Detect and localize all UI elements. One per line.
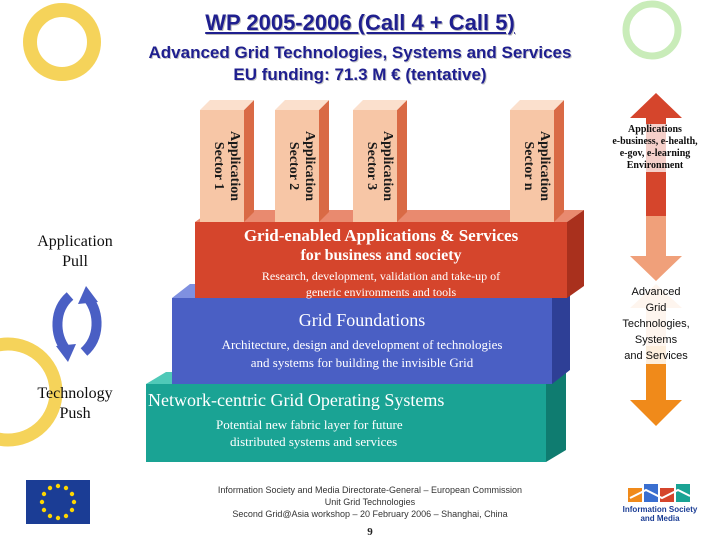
footer-line2: Unit Grid Technologies [324, 497, 416, 507]
eu-flag-logo [26, 480, 90, 524]
network-layer-label [146, 388, 526, 450]
pillar-sector-2-line2: Sector 2 [286, 141, 301, 191]
advanced-grid-line2: Grid [645, 302, 667, 314]
page-number: 9 [367, 526, 373, 538]
applications-desc-line1: Research, development, validation and take-up of [261, 269, 501, 283]
pillar-sector-2 [275, 110, 319, 222]
subtitle-line-1: Advanced Grid Technologies, Systems and Services [148, 43, 572, 62]
technology-push-label [10, 384, 140, 424]
pillar-sector-n-line1: Application [537, 130, 552, 201]
infso-logo-caption [608, 505, 712, 523]
network-desc-line2: distributed systems and services [230, 434, 398, 449]
applications-title-line1: Grid-enabled Applications & Services [243, 226, 519, 245]
pillar-sector-1-line1: Application [227, 130, 242, 201]
network-layer-side [546, 372, 566, 462]
pillar-sector-n-line2: Sector n [521, 141, 536, 191]
advanced-grid-line5: and Services [624, 350, 688, 362]
pillar-sector-1 [200, 110, 244, 222]
applications-title-line2: for business and society [300, 247, 462, 264]
pillar-sector-2-line1: Application [302, 130, 317, 201]
environment-line4: Environment [626, 160, 684, 171]
advanced-grid-line1: Advanced [631, 286, 681, 298]
foundations-layer-label [172, 308, 552, 372]
pillar-sector-3-line1: Application [380, 130, 395, 201]
foundations-desc-line2: and systems for building the invisible Grid [250, 355, 474, 370]
network-desc-line1: Potential new fabric layer for future [216, 417, 403, 432]
environment-line2: e-business, e-health, [612, 136, 698, 147]
application-pull-label [10, 232, 140, 272]
pillar-sector-n [510, 110, 554, 222]
advanced-grid-line3: Technologies, [622, 318, 690, 330]
footer [150, 484, 590, 520]
network-title: Network-centric Grid Operating Systems [148, 390, 445, 410]
advanced-grid-label [596, 284, 716, 364]
applications-environment-label [590, 124, 720, 172]
foundations-title: Grid Foundations [298, 310, 426, 330]
infso-logo-mark [628, 484, 690, 502]
applications-desc-line2: generic environments and tools [305, 285, 457, 299]
applications-layer-label [195, 226, 567, 300]
applications-layer-side [567, 210, 584, 298]
footer-line3: Second Grid@Asia workshop – 20 February 2006 – Shanghai, China [232, 509, 508, 519]
technology-push-line1: Technology [37, 385, 113, 402]
technology-push-line2: Push [59, 405, 91, 422]
foundations-desc-line1: Architecture, design and development of technologies [221, 337, 503, 352]
right-arrow-top [630, 93, 682, 281]
infso-logo-line1: Information Society [622, 505, 698, 514]
application-pull-line2: Pull [62, 253, 88, 270]
pillar-sector-3 [353, 110, 397, 222]
cycle-arrows-icon [56, 286, 98, 362]
infso-logo-line2: and Media [640, 514, 680, 523]
application-pull-line1: Application [37, 233, 113, 250]
footer-line1: Information Society and Media Directorate-General – European Commission [217, 485, 523, 495]
page-title: WP 2005-2006 (Call 4 + Call 5) [205, 10, 515, 35]
environment-line3: e-gov, e-learning [619, 148, 691, 159]
pillar-sector-3-line2: Sector 3 [364, 141, 379, 191]
advanced-grid-line4: Systems [634, 334, 678, 346]
subtitle-line-2: EU funding: 71.3 M € (tentative) [233, 65, 487, 84]
environment-line1: Applications [628, 124, 682, 135]
pillar-sector-1-line2: Sector 1 [211, 141, 226, 191]
